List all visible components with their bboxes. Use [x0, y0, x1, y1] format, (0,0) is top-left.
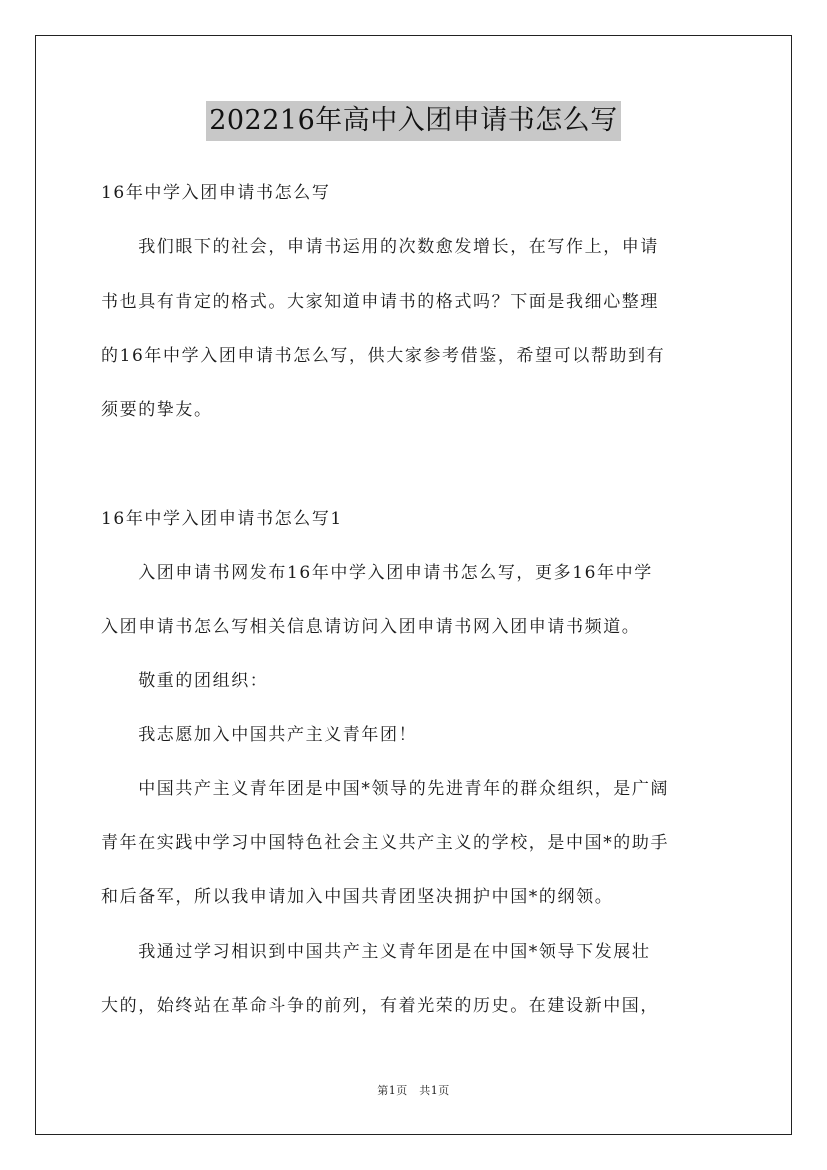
- section-heading: 16年中学入团申请书怎么写: [101, 183, 331, 203]
- title-container: [0, 101, 827, 141]
- section-heading: 16年中学入团申请书怎么写1: [101, 509, 343, 529]
- paragraph-line: 大的，始终站在革命斗争的前列，有着光荣的历史。在建设新中国，: [101, 996, 659, 1016]
- paragraph-line: 我志愿加入中国共产主义青年团！: [101, 725, 418, 745]
- paragraph-line: 我们眼下的社会，申请书运用的次数愈发增长，在写作上，申请: [101, 237, 659, 257]
- paragraph-line: 的16年中学入团申请书怎么写，供大家参考借鉴，希望可以帮助到有: [101, 346, 666, 366]
- paragraph-line: 我通过学习相识到中国共产主义青年团是在中国*领导下发展壮: [101, 942, 651, 962]
- paragraph-line: 书也具有肯定的格式。大家知道申请书的格式吗？下面是我细心整理: [101, 292, 659, 312]
- document-title: 202216年高中入团申请书怎么写: [206, 101, 621, 141]
- page-number-footer: 第1页 共1页: [377, 1084, 450, 1097]
- paragraph-line: 入团申请书怎么写相关信息请访问入团申请书网入团申请书频道。: [101, 617, 641, 637]
- salutation: 敬重的团组织：: [101, 671, 269, 691]
- paragraph-line: 入团申请书网发布16年中学入团申请书怎么写，更多16年中学: [101, 563, 653, 583]
- paragraph-line: 须要的挚友。: [101, 400, 213, 420]
- paragraph-line: 青年在实践中学习中国特色社会主义共产主义的学校，是中国*的助手: [101, 833, 670, 853]
- paragraph-line: 中国共产主义青年团是中国*领导的先进青年的群众组织，是广阔: [101, 779, 670, 799]
- paragraph-line: 和后备军，所以我申请加入中国共青团坚决拥护中国*的纲领。: [101, 887, 614, 907]
